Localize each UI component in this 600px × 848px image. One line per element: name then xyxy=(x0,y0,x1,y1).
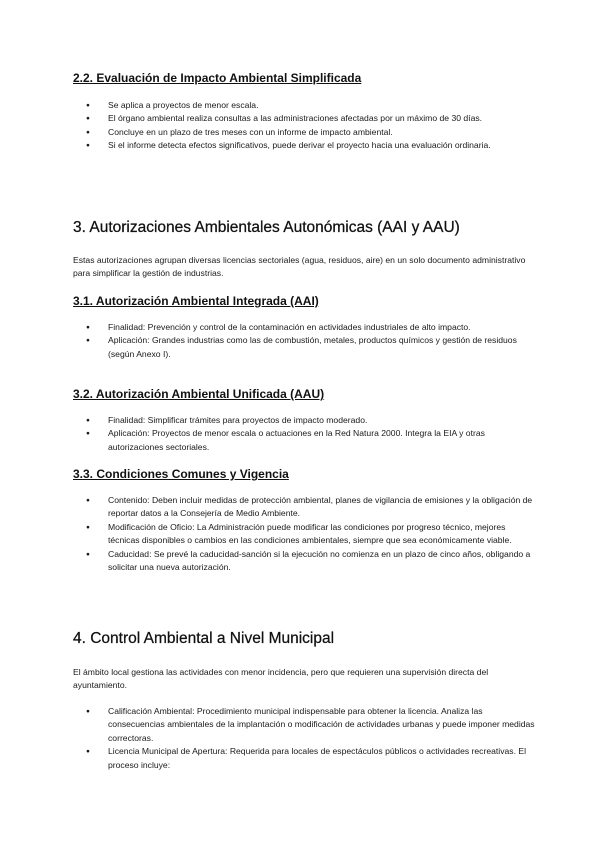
section-4-intro: El ámbito local gestiona las actividades con menor incidencia, pero que requieren una supervisión directa del ayuntamiento. xyxy=(73,667,489,691)
section-3-2-list xyxy=(73,414,535,454)
list-item: ● Se aplica a proyectos de menor escala. xyxy=(73,99,535,112)
section-4-list xyxy=(73,705,535,772)
list-item: ● Si el informe detecta efectos significativos, puede derivar el proyecto hacia una evaluación ordinaria. xyxy=(73,139,535,152)
section-4-heading: 4. Control Ambiental a Nivel Municipal xyxy=(73,630,335,647)
section-3-heading: 3. Autorizaciones Ambientales Autonómicas (AAI y AAU) xyxy=(73,219,460,236)
list-item: ● Contenido: Deben incluir medidas de protección ambiental, planes de vigilancia de emisiones y la obligación de reportar datos a la Consejería de Medio Ambiente. xyxy=(73,494,535,521)
list-item: ● Modificación de Oficio: La Administración puede modificar las condiciones por progreso técnico, mejores técnicas disponibles o cambios en las condiciones ambientales, siempre que sea económicamente viable. xyxy=(73,521,535,548)
list-item: ● Finalidad: Simplificar trámites para proyectos de impacto moderado. xyxy=(73,414,535,427)
section-3-1-list xyxy=(73,321,535,361)
section-3-3-heading: 3.3. Condiciones Comunes y Vigencia xyxy=(73,467,289,481)
list-item: ● Calificación Ambiental: Procedimiento municipal indispensable para obtener la licencia. Analiza las consecuencias ambientales de la implantación o modificación de actividades urbanas y puede imponer medidas correctoras. xyxy=(73,705,535,745)
section-3-1-heading: 3.1. Autorización Ambiental Integrada (AAI) xyxy=(73,294,319,308)
list-item: ● Aplicación: Grandes industrias como las de combustión, metales, productos químicos y gestión de residuos (según Anexo I). xyxy=(73,334,535,361)
list-item: ● Aplicación: Proyectos de menor escala o actuaciones en la Red Natura 2000. Integra la EIA y otras autorizaciones sectoriales. xyxy=(73,427,535,454)
section-3-intro: Estas autorizaciones agrupan diversas licencias sectoriales (agua, residuos, aire) en un solo documento administrativo para simplificar la gestión de industrias. xyxy=(73,255,526,279)
list-item: ● Finalidad: Prevención y control de la contaminación en actividades industriales de alto impacto. xyxy=(73,321,535,334)
list-item: ● Concluye en un plazo de tres meses con un informe de impacto ambiental. xyxy=(73,126,535,139)
section-2-2-heading: 2.2. Evaluación de Impacto Ambiental Simplificada xyxy=(73,71,362,85)
list-item: ● El órgano ambiental realiza consultas a las administraciones afectadas por un máximo de 30 días. xyxy=(73,112,535,125)
section-3-3-list xyxy=(73,494,535,574)
section-3-2-heading: 3.2. Autorización Ambiental Unificada (AAU) xyxy=(73,387,325,401)
section-2-2-list xyxy=(73,99,535,153)
list-item: ● Licencia Municipal de Apertura: Requerida para locales de espectáculos públicos o actividades recreativas. El proceso incluye: xyxy=(73,745,535,772)
list-item: ● Caducidad: Se prevé la caducidad-sanción si la ejecución no comienza en un plazo de cinco años, obligando a solicitar una nueva autorización. xyxy=(73,548,535,575)
